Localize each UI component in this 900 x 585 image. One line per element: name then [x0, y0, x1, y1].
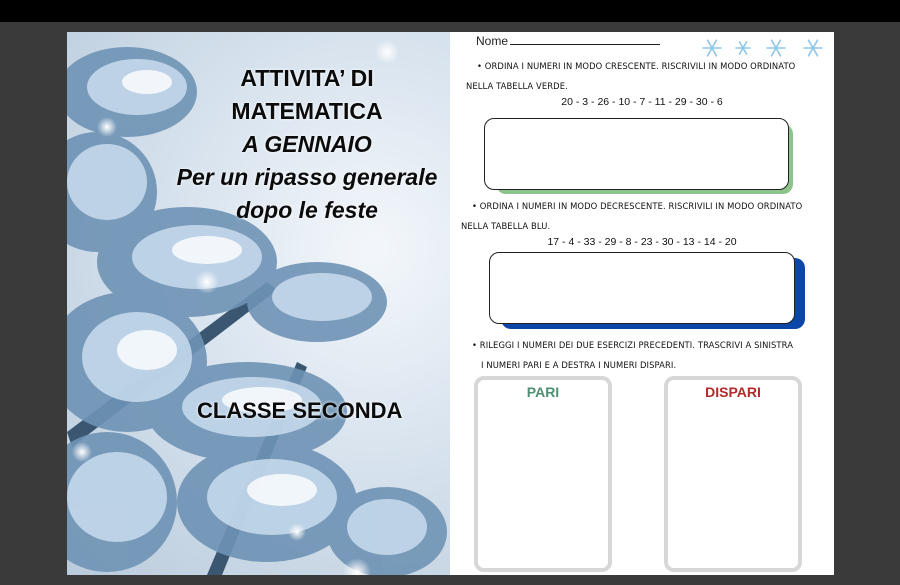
name-label: Nome — [476, 34, 509, 48]
cover-title — [167, 62, 447, 227]
cover-title-line-2: MATEMATICA — [231, 98, 383, 124]
exercise-2-numbers: 17 - 4 - 33 - 29 - 8 - 23 - 30 - 13 - 14 - 20 — [547, 236, 737, 248]
exercise-1-instruction-line-2: NELLA TABELLA VERDE. — [466, 81, 568, 91]
exercise-3-instruction-line-2: I NUMERI PARI E A DESTRA I NUMERI DISPARI. — [481, 360, 677, 370]
cover-panel — [67, 32, 450, 575]
pari-column[interactable] — [474, 376, 612, 572]
cover-title-line-3: A GENNAIO — [242, 131, 372, 157]
exercise-2-instruction-line-1: • ORDINA I NUMERI IN MODO DECRESCENTE. RISCRIVILI IN MODO ORDINATO — [472, 201, 803, 211]
cover-title-line-4: Per un ripasso generale — [176, 164, 438, 190]
pari-heading: PARI — [526, 384, 560, 400]
dispari-column[interactable] — [664, 376, 802, 572]
worksheet-panel — [450, 32, 834, 575]
exercise-1-instruction-line-1: • ORDINA I NUMERI IN MODO CRESCENTE. RISCRIVILI IN MODO ORDINATO — [477, 61, 796, 71]
snowflake-icons — [700, 36, 830, 60]
exercise-2-instruction-line-2: NELLA TABELLA BLU. — [461, 221, 551, 231]
green-answer-box[interactable] — [484, 118, 789, 190]
dispari-heading: DISPARI — [705, 384, 761, 400]
blue-answer-box[interactable] — [489, 252, 795, 324]
document-page — [67, 32, 834, 575]
cover-title-line-5: dopo le feste — [236, 197, 378, 223]
viewer-top-bar — [0, 0, 900, 22]
name-line — [510, 34, 660, 45]
name-field — [476, 34, 660, 48]
class-label: CLASSE SECONDA — [197, 398, 403, 423]
exercise-1-numbers: 20 - 3 - 26 - 10 - 7 - 11 - 29 - 30 - 6 — [561, 96, 723, 108]
exercise-3-instruction-line-1: • RILEGGI I NUMERI DEI DUE ESERCIZI PRECEDENTI. TRASCRIVI A SINISTRA — [472, 340, 794, 350]
cover-title-line-1: ATTIVITA’ DI — [240, 65, 374, 91]
